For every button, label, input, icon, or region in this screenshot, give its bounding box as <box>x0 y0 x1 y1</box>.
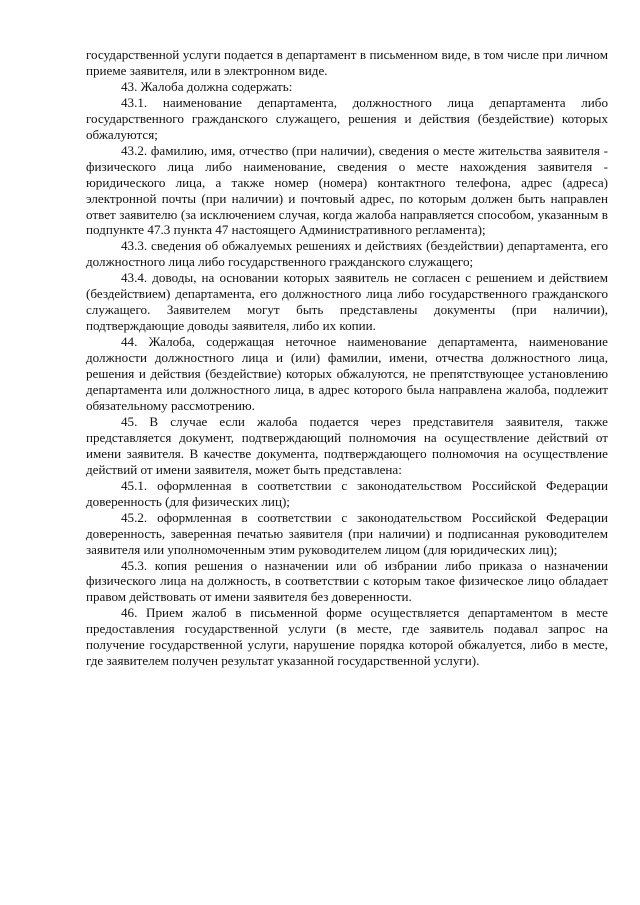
paragraph-43-4: 43.4. доводы, на основании которых заявитель не согласен с решением и действием (бездействием) департамента, его должностного лица либо государственного гражданского служащего. Заявителем могут быть представлены документы (при наличии), подтверждающие доводы заявителя, либо их копии. <box>86 270 608 334</box>
document-page <box>86 47 608 669</box>
paragraph-45-1: 45.1. оформленная в соответствии с законодательством Российской Федерации доверенность (для физических лиц); <box>86 477 608 509</box>
paragraph-43-1: 43.1. наименование департамента, должностного лица департамента либо государственного гражданского служащего, решения и действия (бездействие) которых обжалуются; <box>86 94 608 142</box>
paragraph-45-2: 45.2. оформленная в соответствии с законодательством Российской Федерации доверенность, заверенная печатью заявителя (при наличии) и подписанная руководителем заявителя или уполномоченным этим руководителем лицом (для юридических лиц); <box>86 509 608 557</box>
paragraph-45: 45. В случае если жалоба подается через представителя заявителя, также представляется документ, подтверждающий полномочия на осуществление действий от имени заявителя. В качестве документа, подтверждающего полномочия на осуществление действий от имени заявителя, может быть представлена: <box>86 413 608 477</box>
paragraph-43-3: 43.3. сведения об обжалуемых решениях и действиях (бездействии) департамента, его должностного лица либо государственного гражданского служащего; <box>86 238 608 270</box>
paragraph-43-2: 43.2. фамилию, имя, отчество (при наличии), сведения о месте жительства заявителя - физического лица либо наименование, сведения о месте нахождения заявителя - юридического лица, а также номер (номера) контактного телефона, адрес (адреса) электронной почты (при наличии) и почтовый адрес, по которым должен быть направлен ответ заявителю (за исключением случая, когда жалоба направляется способом, указанным в подпункте 47.3 пункта 47 настоящего Административного регламента); <box>86 142 608 238</box>
paragraph-46: 46. Прием жалоб в письменной форме осуществляется департаментом в месте предоставления государственной услуги (в месте, где заявитель подавал запрос на получение государственной услуги, нарушение порядка которой обжалуется, либо в месте, где заявителем получен результат указанной государственной услуги). <box>86 605 608 669</box>
paragraph-44: 44. Жалоба, содержащая неточное наименование департамента, наименование должности должностного лица и (или) фамилии, имени, отчества должностного лица, решения и действия (бездействие) которых обжалуются, не препятствующее установлению департамента или должностного лица, в адрес которого была направлена жалоба, подлежит обязательному рассмотрению. <box>86 334 608 413</box>
paragraph-continuation: государственной услуги подается в департамент в письменном виде, в том числе при личном приеме заявителя, или в электронном виде. <box>86 47 608 78</box>
paragraph-45-3: 45.3. копия решения о назначении или об избрании либо приказа о назначении физического лица на должность, в соответствии с которым такое физическое лицо обладает правом действовать от имени заявителя без доверенности. <box>86 557 608 605</box>
paragraph-43: 43. Жалоба должна содержать: <box>121 78 293 94</box>
